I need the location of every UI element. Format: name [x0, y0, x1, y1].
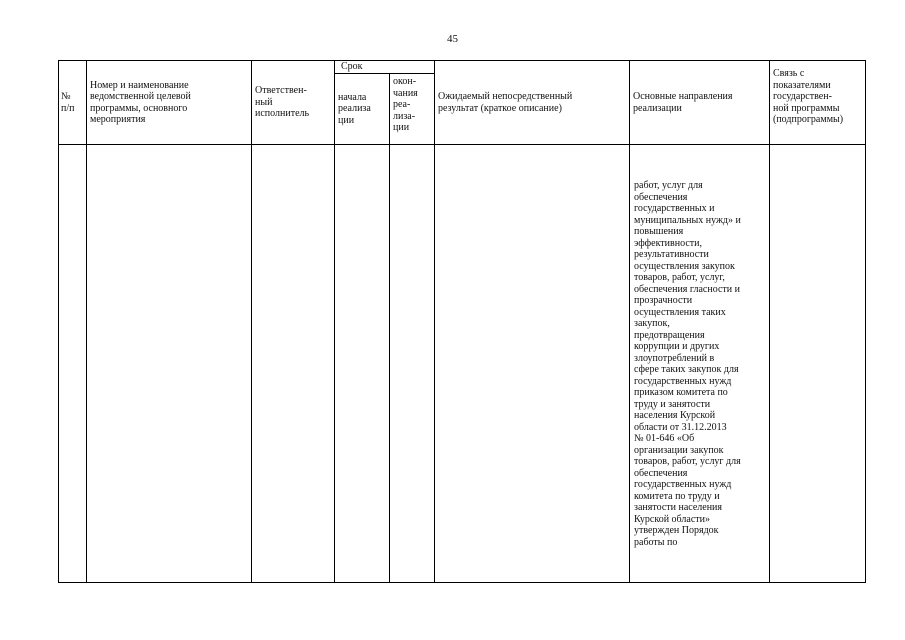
header-term: Срок	[335, 61, 435, 74]
header-term-end: окон- чания реа- лиза- ции	[390, 74, 435, 145]
table-row	[59, 145, 866, 583]
cell-program	[87, 145, 252, 583]
header-responsible: Ответствен- ный исполнитель	[252, 61, 335, 145]
header-num: № п/п	[59, 61, 87, 145]
cell-num	[59, 145, 87, 583]
header-term-start: начала реализа ции	[335, 74, 390, 145]
cell-term-end	[390, 145, 435, 583]
cell-term-start	[335, 145, 390, 583]
header-directions: Основные направления реализации	[630, 61, 770, 145]
page-number: 45	[447, 33, 458, 45]
cell-responsible	[252, 145, 335, 583]
header-link: Связь с показателями государствен- ной программы (подпрограммы)	[770, 61, 866, 145]
program-table	[58, 60, 866, 583]
header-program: Номер и наименование ведомственной целевой программы, основного мероприятия	[87, 61, 252, 145]
cell-link	[770, 145, 866, 583]
cell-directions: работ, услуг для обеспечения государственных и муниципальных нужд» и повышения эффективности, результативности осуществления закупок товаров, работ, услуг, обеспечения гласности и прозрачности осуществления таких закупок, предотвращения коррупции и других злоупотреблений в сфере таких закупок для государственных нужд приказом комитета по труду и занятости населения Курской области от 31.12.2013 № 01-646 «Об организации закупок товаров, работ, услуг для обеспечения государственных нужд комитета по труду и занятости населения Курской области» утвержден Порядок работы по	[630, 145, 770, 583]
cell-result	[435, 145, 630, 583]
header-result: Ожидаемый непосредственный результат (краткое описание)	[435, 61, 630, 145]
header-row	[59, 61, 866, 74]
